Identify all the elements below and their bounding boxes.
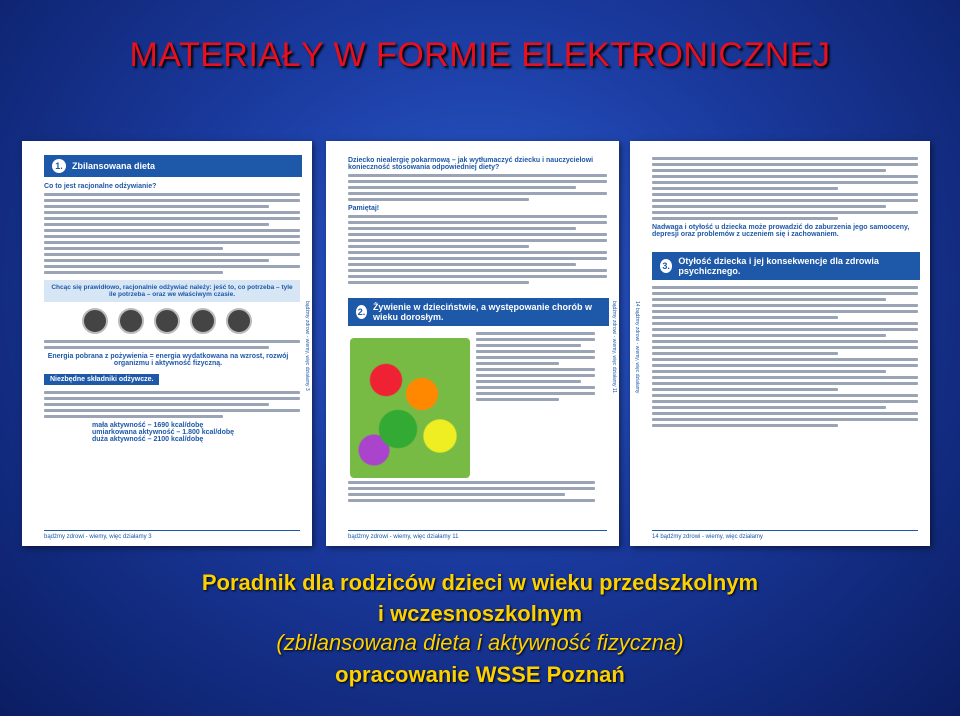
section-title: Otyłość dziecka i jej konsekwencje dla zdrowia psychicznego. [678,256,879,276]
page-footer: bądźmy zdrowi - wiemy, więc działamy 3 [44,530,300,540]
kcal-list [92,422,302,443]
caption-line-2: i wczesnoszkolnym [377,601,583,626]
body-text [44,340,300,349]
side-slogan: bądźmy zdrowi - wiemy, więc działamy 11 [611,301,617,394]
clock-icon [118,308,144,334]
page-footer: 14 bądźmy zdrowi - wiemy, więc działamy [652,530,918,540]
caption-line-1: Poradnik dla rodziców dzieci w wieku przedszkolnym [201,570,759,595]
slide-title: MATERIAŁY W FORMIE ELEKTRONICZNEJ [129,36,831,74]
clock-icon [226,308,252,334]
section-number: 2. [357,307,366,317]
section-banner-3 [652,252,920,280]
section-title: Żywienie w dzieciństwie, a występowanie chorób w wieku dorosłym. [372,302,592,322]
section-banner-1 [44,155,302,177]
kcal-item: umiarkowana aktywność – 1.800 kcal/dobę [92,429,235,436]
kcal-item: mała aktywność – 1690 kcal/dobę [92,422,204,429]
caption-line-4: opracowanie WSSE Poznań [335,662,625,687]
body-text [348,174,607,201]
page-heading: Dziecko niealergię pokarmową – jak wytłumaczyć dziecku i nauczycielowi konieczność stosowania odpowiedniej diety? [348,157,594,171]
caption-line-3: (zbilansowana dieta i aktywność fizyczna) [276,630,684,655]
reminder-heading: Pamiętaj! [348,205,380,212]
brochure-page-3 [630,141,930,546]
highlight-box: Chcąc się prawidłowo, racjonalnie odżywiać należy: jeść to, co potrzeba – tyle ile potrzeba – oraz we właściwym czasie. [44,280,300,302]
section-number: 1. [52,159,66,173]
section-banner-2 [348,298,609,326]
kcal-item: duża aktywność – 2100 kcal/dobę [92,436,204,443]
clock-icon [154,308,180,334]
brochure-page-1 [22,141,312,546]
section-title: Zbilansowana dieta [72,161,156,171]
clock-icon [82,308,108,334]
nutrients-heading: Niezbędne składniki odżywcze. [44,374,159,385]
clock-icons [22,308,312,334]
vegetables-image [350,338,470,478]
page-heading: Nadwaga i otyłość u dziecka może prowadzić do zaburzenia jego samooceny, depresji oraz problemów z uczeniem się i zachowaniem. [652,224,910,238]
body-text [44,391,300,418]
body-text [652,286,918,427]
body-text [476,332,595,401]
side-slogan: 14 bądźmy zdrowi - wiemy, więc działamy [634,301,640,394]
body-text [348,481,595,502]
brochure-page-2 [326,141,619,546]
side-slogan: bądźmy zdrowi - wiemy, więc działamy 3 [304,301,310,391]
page-heading: Co to jest racjonalne odżywianie? [44,183,157,190]
page-footer: bądźmy zdrowi - wiemy, więc działamy 11 [348,530,607,540]
body-text [348,215,607,284]
clock-icon [190,308,216,334]
section-number: 3. [660,259,672,273]
body-text [652,157,918,220]
energy-statement: Energia pobrana z pożywienia = energia wydatkowana na wzrost, rozwój organizmu i aktywność fizyczną. [47,353,289,367]
body-text [44,193,300,274]
